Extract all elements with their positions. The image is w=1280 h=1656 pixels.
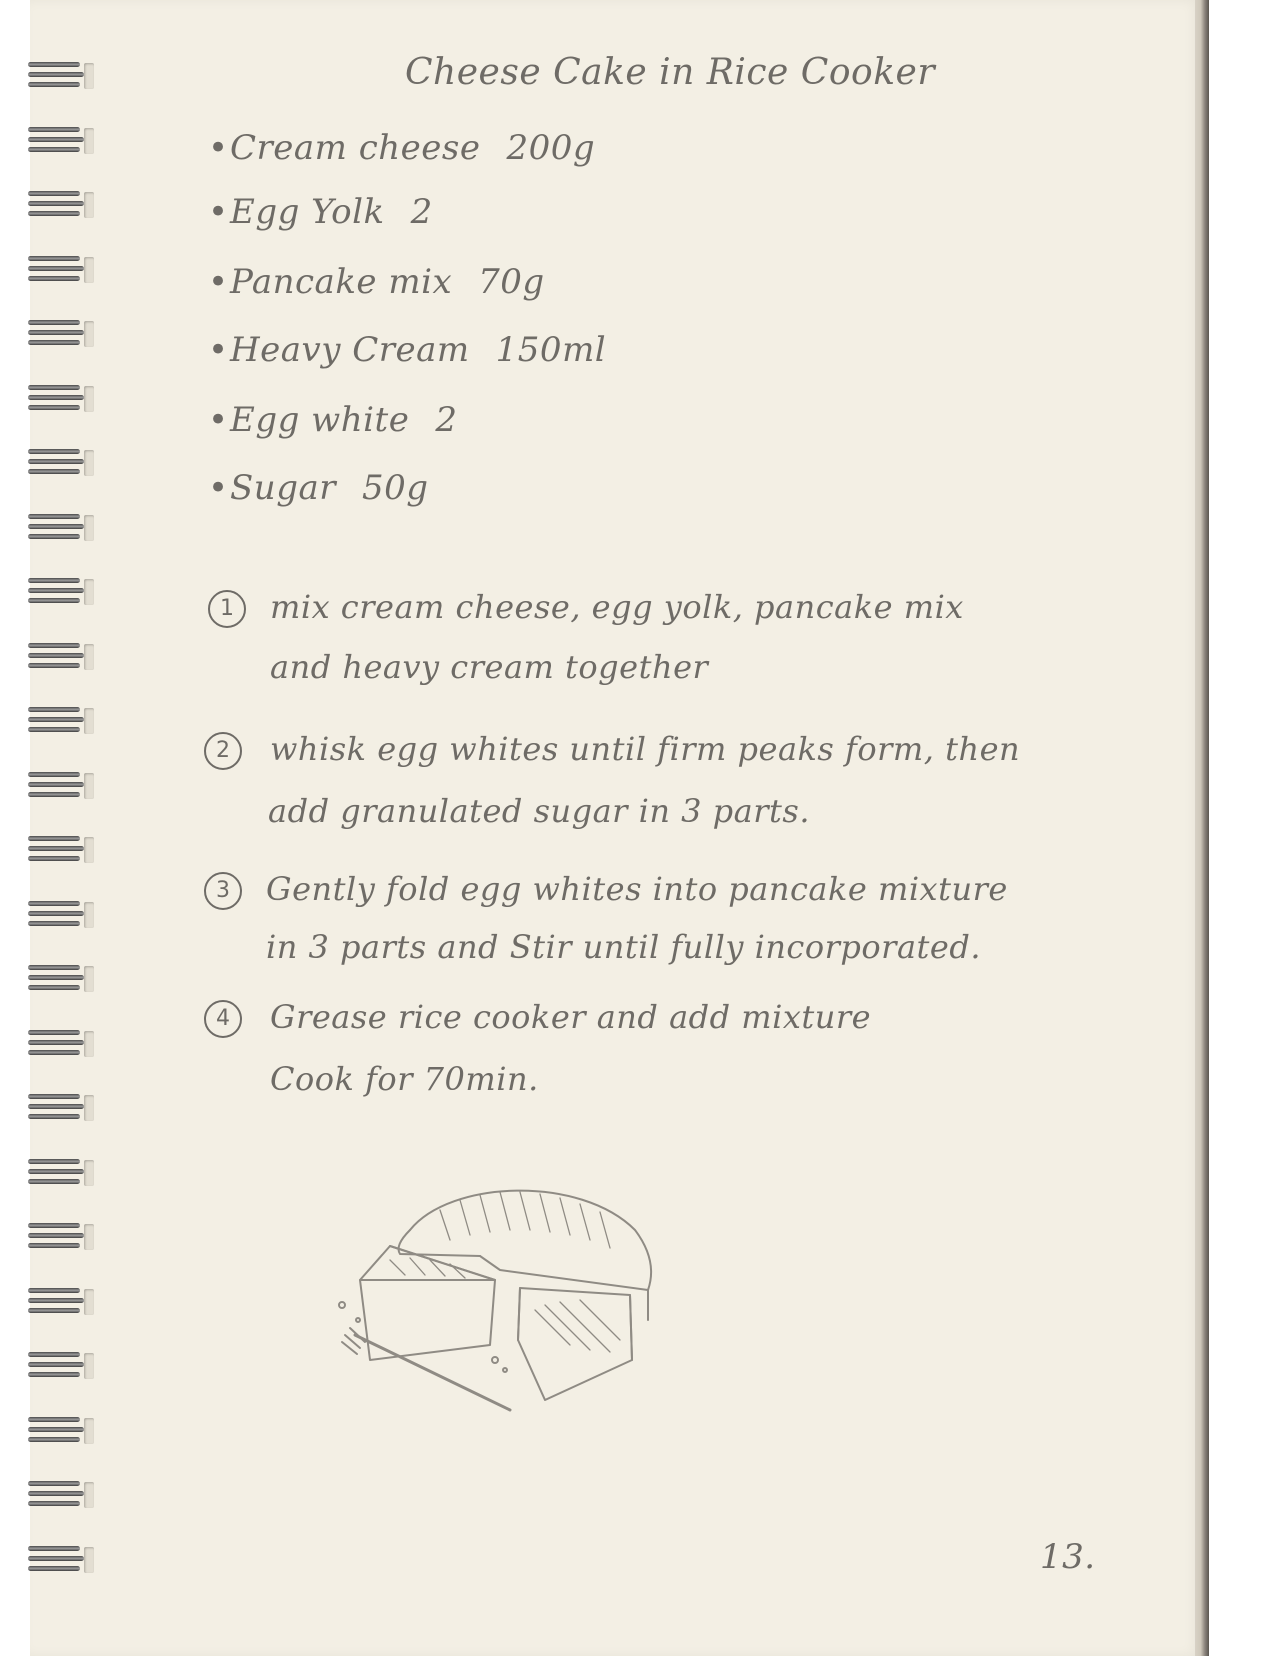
ingredient-amount: 2 (410, 192, 433, 232)
spiral-coil (28, 574, 96, 610)
step-3-line-1: Gently fold egg whites into pancake mixture (266, 870, 1008, 908)
step-number-badge: 3 (204, 872, 242, 910)
ingredient-name: Pancake mix (230, 262, 453, 302)
step-1-line-1: mix cream cheese, egg yolk, pancake mix (270, 588, 964, 626)
spiral-coil (28, 1542, 96, 1578)
bullet-icon: • (208, 128, 229, 168)
spiral-coil (28, 58, 96, 94)
ingredient-item (208, 400, 457, 440)
ingredient-name: Heavy Cream (230, 330, 470, 370)
ingredient-name: Egg Yolk (230, 192, 385, 232)
page-number: 13. (1040, 1537, 1096, 1577)
bullet-icon: • (208, 400, 229, 440)
step-4-line-1: Grease rice cooker and add mixture (270, 998, 872, 1036)
spiral-coil (28, 252, 96, 288)
ingredient-item (208, 262, 545, 302)
spiral-coil (28, 510, 96, 546)
ingredient-amount: 200g (506, 128, 596, 168)
spiral-coil (28, 961, 96, 997)
spiral-coil (28, 1155, 96, 1191)
spiral-coil (28, 639, 96, 675)
cheesecake-sketch-icon (330, 1170, 700, 1500)
ingredient-name: Cream cheese (230, 128, 481, 168)
spiral-coil (28, 1477, 96, 1513)
spiral-coil (28, 123, 96, 159)
background-margin (1209, 0, 1280, 1656)
spiral-coil (28, 1413, 96, 1449)
ingredient-item (208, 128, 595, 168)
bullet-icon: • (208, 468, 229, 508)
step-3-line-2: in 3 parts and Stir until fully incorporated. (266, 928, 981, 966)
spiral-coil (28, 897, 96, 933)
bullet-icon: • (208, 262, 229, 302)
step-2-line-2: add granulated sugar in 3 parts. (268, 792, 810, 830)
spiral-binding (28, 58, 98, 1618)
spiral-coil (28, 1026, 96, 1062)
spiral-coil (28, 1284, 96, 1320)
spiral-coil (28, 316, 96, 352)
step-number-badge: 1 (208, 590, 246, 628)
spiral-coil (28, 187, 96, 223)
ingredient-name: Sugar (230, 468, 336, 508)
spiral-coil (28, 1348, 96, 1384)
ingredient-amount: 150ml (495, 330, 607, 370)
spiral-coil (28, 1090, 96, 1126)
step-number-badge: 4 (204, 1000, 242, 1038)
ingredient-amount: 50g (361, 468, 429, 508)
ingredient-amount: 2 (435, 400, 458, 440)
spiral-coil (28, 1219, 96, 1255)
step-4-line-2: Cook for 70min. (270, 1060, 539, 1098)
bullet-icon: • (208, 330, 229, 370)
step-2-line-1: whisk egg whites until firm peaks form, then (270, 730, 1021, 768)
ingredient-item (208, 330, 606, 370)
bullet-icon: • (208, 192, 229, 232)
spiral-coil (28, 381, 96, 417)
recipe-title: Cheese Cake in Rice Cooker (405, 52, 936, 93)
spiral-coil (28, 445, 96, 481)
ingredient-amount: 70g (478, 262, 545, 302)
page-edge (1195, 0, 1209, 1656)
step-number-badge: 2 (204, 732, 242, 770)
ingredient-name: Egg white (230, 400, 410, 440)
spiral-coil (28, 768, 96, 804)
ingredient-item (208, 192, 433, 232)
spiral-coil (28, 703, 96, 739)
ingredient-item (208, 468, 429, 508)
spiral-coil (28, 832, 96, 868)
step-1-line-2: and heavy cream together (270, 648, 709, 686)
